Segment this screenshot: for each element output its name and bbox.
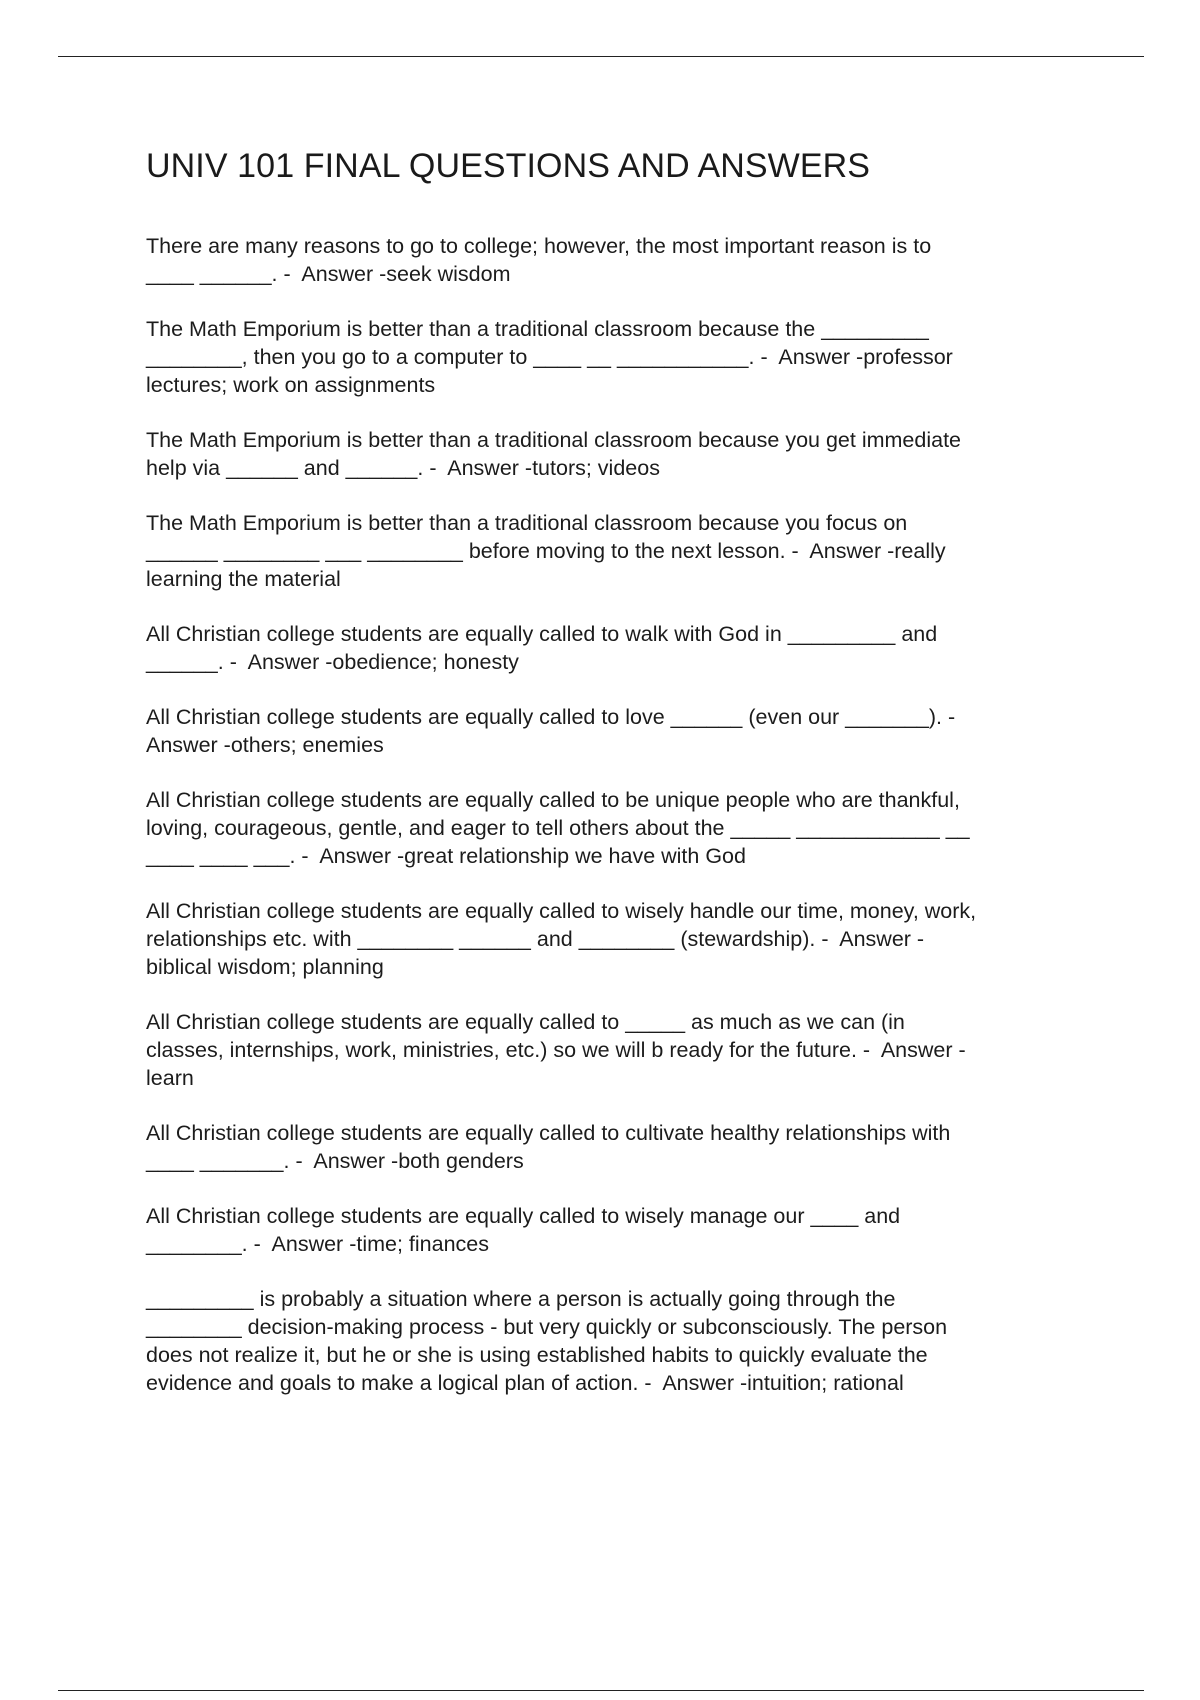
bottom-rule [58, 1690, 1144, 1691]
qa-line: does not realize it, but he or she is using established habits to quickly evaluate the [146, 1343, 928, 1367]
qa-line: Answer -others; enemies [146, 733, 384, 757]
qa-line: The Math Emporium is better than a traditional classroom because you get immediate [146, 428, 962, 452]
qa-line: _________ is probably a situation where a person is actually going through the [146, 1287, 896, 1311]
qa-line: All Christian college students are equally called to love ______ (even our _______). - [146, 705, 956, 729]
qa-line: All Christian college students are equally called to walk with God in _________ and [146, 622, 938, 646]
qa-line: loving, courageous, gentle, and eager to tell others about the _____ ____________ __ [146, 816, 970, 840]
page-title: UNIV 101 FINAL QUESTIONS AND ANSWERS [146, 147, 871, 185]
qa-line: evidence and goals to make a logical plan of action. - Answer -intuition; rational [146, 1371, 904, 1395]
qa-item [146, 509, 1086, 593]
qa-line: ________, then you go to a computer to ____ __ ___________. - Answer -professor [146, 345, 953, 369]
qa-line: help via ______ and ______. - Answer -tutors; videos [146, 456, 660, 480]
qa-line: ________ decision-making process - but very quickly or subconsciously. The person [146, 1315, 948, 1339]
qa-line: ______. - Answer -obedience; honesty [146, 650, 519, 674]
qa-line: All Christian college students are equally called to wisely handle our time, money, work, [146, 899, 977, 923]
qa-line: There are many reasons to go to college; however, the most important reason is to [146, 234, 932, 258]
qa-line: ____ ______. - Answer -seek wisdom [146, 262, 511, 286]
qa-line: The Math Emporium is better than a traditional classroom because you focus on [146, 511, 908, 535]
qa-line: classes, internships, work, ministries, etc.) so we will b ready for the future. - Answer - [146, 1038, 966, 1062]
qa-line: learning the material [146, 567, 341, 591]
qa-item [146, 1202, 1086, 1258]
qa-line: All Christian college students are equally called to cultivate healthy relationships with [146, 1121, 951, 1145]
top-rule [58, 56, 1144, 57]
qa-line: All Christian college students are equally called to wisely manage our ____ and [146, 1204, 901, 1228]
qa-line: ____ ____ ___. - Answer -great relationship we have with God [146, 844, 746, 868]
qa-line: ____ _______. - Answer -both genders [146, 1149, 524, 1173]
qa-line: ________. - Answer -time; finances [146, 1232, 489, 1256]
qa-item [146, 1119, 1086, 1175]
qa-item [146, 897, 1086, 981]
qa-item [146, 620, 1086, 676]
qa-line: biblical wisdom; planning [146, 955, 384, 979]
qa-line: All Christian college students are equally called to _____ as much as we can (in [146, 1010, 905, 1034]
qa-item [146, 315, 1086, 399]
qa-item [146, 786, 1086, 870]
qa-line: learn [146, 1066, 194, 1090]
qa-item [146, 1008, 1086, 1092]
qa-item [146, 703, 1086, 759]
qa-line: lectures; work on assignments [146, 373, 436, 397]
qa-item [146, 232, 1086, 288]
qa-item [146, 426, 1086, 482]
qa-line: The Math Emporium is better than a traditional classroom because the _________ [146, 317, 929, 341]
qa-list [146, 232, 1086, 1397]
document-page [146, 142, 1086, 1424]
qa-line: ______ ________ ___ ________ before moving to the next lesson. - Answer -really [146, 539, 946, 563]
qa-item [146, 1285, 1086, 1397]
qa-line: relationships etc. with ________ ______ and ________ (stewardship). - Answer - [146, 927, 925, 951]
qa-line: All Christian college students are equally called to be unique people who are thankful, [146, 788, 960, 812]
